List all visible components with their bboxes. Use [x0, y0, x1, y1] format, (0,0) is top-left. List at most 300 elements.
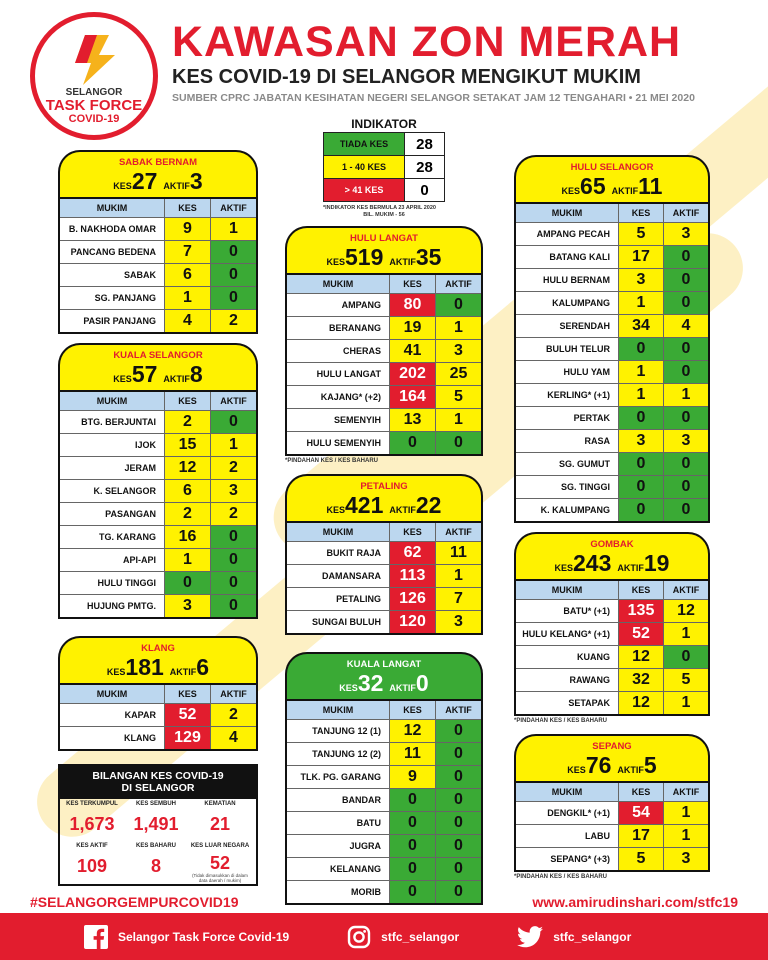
mukim-aktif: 0 [663, 499, 708, 521]
mukim-kes: 0 [618, 499, 663, 521]
table-row [287, 587, 481, 610]
mukim-kes: 1 [164, 287, 210, 309]
mukim-kes: 13 [389, 409, 435, 431]
mukim-name: KALUMPANG [552, 298, 610, 308]
mukim-kes: 32 [618, 669, 663, 691]
mukim-name: SEPANG* (+3) [550, 854, 610, 864]
mukim-table [58, 390, 258, 619]
kes-label: KES [561, 186, 581, 196]
district-stats [287, 493, 481, 522]
district-card-gombak [514, 532, 710, 724]
mukim-aktif: 1 [210, 218, 256, 240]
mukim-name: KUANG [577, 652, 610, 662]
mukim-table-header [287, 521, 481, 541]
pindahan-note: *PINDAHAN KES / KES BAHARU [514, 874, 608, 880]
mukim-aktif: 0 [435, 766, 481, 788]
mukim-aktif: 3 [210, 480, 256, 502]
mukim-aktif: 0 [663, 338, 708, 360]
mukim-name: B. NAKHODA OMAR [68, 224, 156, 234]
mukim-aktif: 0 [210, 526, 256, 548]
mukim-aktif: 1 [210, 434, 256, 456]
bilangan-title-line2: DI SELANGOR [121, 782, 195, 794]
table-row [287, 719, 481, 742]
mukim-aktif: 3 [663, 430, 708, 452]
table-row [287, 431, 481, 454]
table-row [516, 645, 708, 668]
kes-label: KES [106, 667, 126, 677]
mukim-name: PETALING [336, 594, 381, 604]
page-title: KAWASAN ZON MERAH [172, 18, 682, 66]
mukim-table-header [60, 390, 256, 410]
mukim-kes: 0 [389, 789, 435, 811]
mukim-aktif: 0 [210, 549, 256, 571]
district-card-petaling [285, 474, 483, 635]
indikator-legend [323, 117, 445, 219]
table-row [516, 599, 708, 622]
kes-label: KES [326, 257, 346, 267]
mukim-kes: 1 [618, 361, 663, 383]
table-row [60, 525, 256, 548]
district-total-kes: 421 [345, 492, 384, 518]
mukim-table-header [516, 781, 708, 801]
district-card-sabak-bernam [58, 150, 258, 334]
twitter-handle: stfc_selangor [553, 929, 632, 944]
district-total-kes: 181 [125, 654, 164, 680]
mukim-aktif: 0 [210, 572, 256, 594]
district-total-aktif: 6 [196, 654, 210, 680]
table-row [60, 217, 256, 240]
table-row [60, 703, 256, 726]
indikator-count: 0 [404, 179, 444, 201]
indikator-row-none [323, 132, 445, 156]
mukim-kes: 9 [389, 766, 435, 788]
table-row [287, 316, 481, 339]
mukim-aktif: 12 [663, 600, 708, 622]
table-row [516, 360, 708, 383]
mukim-name: JUGRA [349, 841, 381, 851]
mukim-name: SETAPAK [568, 698, 610, 708]
table-row [516, 406, 708, 429]
mukim-aktif: 0 [210, 287, 256, 309]
mukim-name: TANJUNG 12 (2) [312, 749, 381, 759]
table-row [516, 337, 708, 360]
table-row [516, 801, 708, 824]
mukim-kes: 12 [389, 720, 435, 742]
mukim-table-header [287, 273, 481, 293]
district-header [285, 226, 483, 273]
mukim-name: HULU SEMENYIH [306, 438, 381, 448]
table-row [287, 408, 481, 431]
mukim-aktif: 1 [663, 692, 708, 714]
mukim-name: SUNGAI BULUH [312, 617, 381, 627]
mukim-aktif: 11 [435, 542, 481, 564]
mukim-aktif: 0 [435, 812, 481, 834]
mukim-aktif: 0 [663, 453, 708, 475]
district-total-aktif: 0 [415, 670, 429, 696]
district-header [514, 734, 710, 781]
mukim-name: CHERAS [342, 346, 381, 356]
twitter-link[interactable] [517, 926, 631, 948]
mukim-kes: 52 [618, 623, 663, 645]
mukim-aktif: 1 [663, 384, 708, 406]
mukim-name: MORIB [351, 887, 381, 897]
stat-label: KES SEMBUH [135, 801, 176, 807]
mukim-aktif: 3 [435, 340, 481, 362]
mukim-kes: 129 [164, 727, 210, 749]
indikator-note: *INDIKATOR KES BERMULA 23 APRIL 2020 [323, 205, 436, 211]
district-name: HULU SELANGOR [570, 162, 654, 173]
district-total-kes: 519 [345, 244, 384, 270]
table-row [60, 456, 256, 479]
mukim-name: SG. TINGGI [560, 482, 610, 492]
mukim-aktif: 0 [663, 246, 708, 268]
mukim-aktif: 1 [435, 317, 481, 339]
social-footer [0, 913, 768, 960]
col-aktif: AKTIF [210, 685, 256, 703]
stat-label: KES AKTIF [76, 843, 108, 849]
mukim-aktif: 1 [663, 623, 708, 645]
col-kes: KES [389, 701, 435, 719]
table-row [516, 452, 708, 475]
district-card-kuala-selangor [58, 343, 258, 619]
mukim-name: TG. KARANG [99, 532, 156, 542]
mukim-aktif: 0 [663, 269, 708, 291]
indikator-label: TIADA KES [324, 133, 404, 155]
mukim-aktif: 0 [210, 241, 256, 263]
district-card-hulu-selangor [514, 155, 710, 523]
col-aktif: AKTIF [663, 581, 708, 599]
district-name: SEPANG [592, 741, 632, 752]
mukim-name: JERAM [124, 463, 156, 473]
mukim-aktif: 5 [663, 669, 708, 691]
district-stats [60, 655, 256, 684]
mukim-name: BANDAR [342, 795, 381, 805]
pindahan-note: *PINDAHAN KES / KES BAHARU [514, 718, 608, 724]
stat-value: 1,491 [133, 814, 179, 834]
mukim-name: RASA [584, 436, 610, 446]
stat-value: 1,673 [69, 814, 115, 834]
mukim-name: KLANG [124, 733, 156, 743]
table-row [60, 286, 256, 309]
district-total-aktif: 22 [415, 492, 442, 518]
mukim-kes: 16 [164, 526, 210, 548]
mukim-aktif: 4 [663, 315, 708, 337]
mukim-name: BATU [356, 818, 381, 828]
facebook-icon [84, 925, 108, 949]
mukim-name: KAJANG* (+2) [320, 392, 381, 402]
mukim-kes: 12 [164, 457, 210, 479]
table-row [516, 291, 708, 314]
mukim-aktif: 1 [663, 825, 708, 847]
indikator-label: > 41 KES [324, 179, 404, 201]
mukim-name: SG. GUMUT [559, 459, 610, 469]
instagram-handle: stfc_selangor [381, 929, 460, 944]
col-aktif: AKTIF [663, 204, 708, 222]
mukim-name: SERENDAH [559, 321, 610, 331]
mukim-kes: 19 [389, 317, 435, 339]
mukim-table [514, 781, 710, 872]
table-row [60, 479, 256, 502]
stat-kematian [188, 799, 252, 841]
district-total-kes: 57 [131, 361, 158, 387]
col-kes: KES [389, 523, 435, 541]
mukim-table [514, 202, 710, 523]
mukim-kes: 0 [389, 812, 435, 834]
mukim-kes: 0 [618, 338, 663, 360]
col-mukim: MUKIM [551, 787, 583, 797]
district-name: HULU LANGAT [350, 233, 418, 244]
aktif-label: AKTIF [617, 765, 644, 775]
mukim-kes: 17 [618, 246, 663, 268]
lightning-bolt-icon [71, 33, 117, 87]
mukim-name: SABAK [123, 270, 156, 280]
mukim-aktif: 0 [663, 407, 708, 429]
mukim-kes: 1 [618, 292, 663, 314]
indikator-row-low [323, 155, 445, 179]
mukim-table [514, 579, 710, 716]
table-row [516, 847, 708, 870]
indikator-label: 1 - 40 KES [324, 156, 404, 178]
kes-label: KES [113, 181, 132, 191]
stat-kes-sembuh [124, 799, 188, 841]
kes-label: KES [339, 683, 358, 693]
col-kes: KES [164, 392, 210, 410]
table-row [60, 548, 256, 571]
mukim-kes: 12 [618, 646, 663, 668]
aktif-label: AKTIF [389, 505, 416, 515]
indikator-count: 28 [404, 156, 444, 178]
stat-subnote: (Tidak dimasukkan di dalam data daerah / mukim) [192, 873, 248, 883]
district-card-kuala-langat [285, 652, 483, 905]
logo-text-covid: COVID-19 [68, 113, 120, 125]
mukim-aktif: 2 [210, 310, 256, 332]
mukim-table-header [516, 579, 708, 599]
mukim-aktif: 0 [435, 858, 481, 880]
district-stats [516, 753, 708, 782]
aktif-label: AKTIF [163, 181, 190, 191]
mukim-kes: 7 [164, 241, 210, 263]
table-row [516, 268, 708, 291]
mukim-name: PERTAK [573, 413, 610, 423]
table-row [516, 222, 708, 245]
district-name: KLANG [141, 643, 175, 654]
district-header [285, 652, 483, 699]
district-stats [287, 671, 481, 700]
mukim-table [285, 521, 483, 635]
mukim-kes: 12 [618, 692, 663, 714]
table-row [516, 691, 708, 714]
col-mukim: MUKIM [96, 396, 128, 406]
mukim-name: HULU KELANG* (+1) [522, 629, 610, 639]
mukim-aktif: 1 [435, 409, 481, 431]
district-header [285, 474, 483, 521]
district-card-hulu-langat [285, 226, 483, 464]
table-row [287, 742, 481, 765]
mukim-name: PASANGAN [105, 509, 156, 519]
col-aktif: AKTIF [210, 392, 256, 410]
mukim-kes: 0 [389, 432, 435, 454]
page-subtitle: KES COVID-19 DI SELANGOR MENGIKUT MUKIM [172, 66, 641, 88]
mukim-aktif: 0 [435, 294, 481, 316]
mukim-aktif: 3 [435, 611, 481, 633]
aktif-label: AKTIF [389, 257, 416, 267]
mukim-kes: 9 [164, 218, 210, 240]
col-aktif: AKTIF [435, 275, 481, 293]
mukim-aktif: 0 [210, 264, 256, 286]
mukim-kes: 6 [164, 264, 210, 286]
mukim-kes: 41 [389, 340, 435, 362]
pindahan-note: *PINDAHAN KES / KES BAHARU [285, 458, 379, 464]
col-mukim: MUKIM [96, 203, 128, 213]
mukim-name: API-API [122, 555, 156, 565]
col-aktif: AKTIF [435, 701, 481, 719]
mukim-name: HULU YAM [563, 367, 610, 377]
mukim-kes: 3 [618, 430, 663, 452]
district-total-aktif: 19 [643, 550, 670, 576]
stat-label: KES LUAR NEGARA [190, 843, 250, 849]
table-row [60, 571, 256, 594]
mukim-kes: 0 [389, 858, 435, 880]
stat-kes-luar-negara [188, 841, 252, 883]
table-row [287, 339, 481, 362]
mukim-kes: 80 [389, 294, 435, 316]
mukim-table [285, 699, 483, 905]
district-stats [287, 245, 481, 274]
mukim-kes: 5 [618, 223, 663, 245]
table-row [60, 240, 256, 263]
mukim-aktif: 0 [663, 292, 708, 314]
mukim-name: BUKIT RAJA [326, 548, 381, 558]
table-row [287, 293, 481, 316]
kes-label: KES [554, 563, 574, 573]
mukim-kes: 52 [164, 704, 210, 726]
mukim-name: BULUH TELUR [546, 344, 610, 354]
bilangan-grid [60, 799, 256, 883]
kes-label: KES [113, 374, 132, 384]
mukim-kes: 135 [618, 600, 663, 622]
bilangan-summary-box [58, 764, 258, 886]
col-mukim: MUKIM [551, 585, 583, 595]
mukim-aktif: 25 [435, 363, 481, 385]
mukim-aktif: 1 [435, 565, 481, 587]
col-mukim: MUKIM [322, 705, 354, 715]
mukim-name: HULU TINGGI [97, 578, 156, 588]
col-mukim: MUKIM [322, 279, 354, 289]
district-name: SABAK BERNAM [118, 157, 198, 168]
stat-value: 109 [76, 856, 108, 876]
website-link[interactable]: www.amirudinshari.com/stfc19 [532, 894, 738, 910]
mukim-name: BERANANG [328, 323, 381, 333]
mukim-name: SEMENYIH [333, 415, 381, 425]
district-total-aktif: 3 [189, 168, 203, 194]
col-kes: KES [164, 685, 210, 703]
table-row [287, 834, 481, 857]
col-mukim: MUKIM [96, 689, 128, 699]
table-row [60, 502, 256, 525]
mukim-aktif: 0 [435, 881, 481, 903]
mukim-kes: 126 [389, 588, 435, 610]
mukim-name: BATU* (+1) [563, 606, 610, 616]
stat-label: KEMATIAN [204, 801, 236, 807]
district-header [58, 150, 258, 197]
mukim-kes: 6 [164, 480, 210, 502]
table-row [516, 475, 708, 498]
facebook-link[interactable] [84, 925, 289, 949]
mukim-aktif: 1 [663, 802, 708, 824]
table-row [516, 383, 708, 406]
mukim-aktif: 3 [663, 848, 708, 870]
logo-text-taskforce: TASK FORCE [45, 97, 143, 114]
mukim-aktif: 0 [210, 411, 256, 433]
instagram-icon [347, 925, 371, 949]
district-total-kes: 65 [580, 173, 606, 199]
mukim-aktif: 2 [210, 503, 256, 525]
aktif-label: AKTIF [611, 186, 639, 196]
table-row [516, 622, 708, 645]
table-row [60, 309, 256, 332]
mukim-aktif: 0 [435, 743, 481, 765]
mukim-kes: 0 [618, 407, 663, 429]
mukim-aktif: 0 [663, 476, 708, 498]
table-row [287, 765, 481, 788]
mukim-aktif: 0 [435, 432, 481, 454]
table-row [287, 811, 481, 834]
mukim-kes: 0 [618, 453, 663, 475]
kes-label: KES [567, 765, 586, 775]
col-kes: KES [164, 199, 210, 217]
mukim-name: DENGKIL* (+1) [547, 808, 610, 818]
stat-kes-baharu [124, 841, 188, 883]
table-row [287, 362, 481, 385]
col-aktif: AKTIF [435, 523, 481, 541]
stat-kes-terkumpul [60, 799, 124, 841]
mukim-aktif: 5 [435, 386, 481, 408]
district-header [514, 532, 710, 579]
mukim-kes: 0 [389, 835, 435, 857]
indikator-row-high [323, 178, 445, 202]
mukim-kes: 5 [618, 848, 663, 870]
district-total-kes: 32 [357, 670, 384, 696]
mukim-name: TANJUNG 12 (1) [312, 726, 381, 736]
district-stats [60, 362, 256, 391]
twitter-icon [517, 926, 543, 948]
col-aktif: AKTIF [210, 199, 256, 217]
district-stats [516, 551, 708, 580]
table-row [60, 433, 256, 456]
district-stats [516, 174, 708, 203]
mukim-kes: 1 [618, 384, 663, 406]
district-name: KUALA LANGAT [346, 659, 422, 670]
mukim-name: HUJUNG PMTG. [86, 601, 156, 611]
table-row [287, 788, 481, 811]
col-kes: KES [389, 275, 435, 293]
instagram-link[interactable] [347, 925, 459, 949]
mukim-kes: 54 [618, 802, 663, 824]
stat-value: 21 [209, 814, 231, 834]
district-card-klang [58, 636, 258, 751]
mukim-name: PASIR PANJANG [83, 316, 156, 326]
indikator-title: INDIKATOR [351, 117, 417, 131]
mukim-aktif: 0 [663, 646, 708, 668]
mukim-name: HULU BERNAM [543, 275, 610, 285]
aktif-label: AKTIF [169, 667, 197, 677]
mukim-name: SG. PANJANG [94, 293, 156, 303]
district-total-kes: 243 [573, 550, 612, 576]
table-row [516, 429, 708, 452]
mukim-kes: 0 [389, 881, 435, 903]
mukim-kes: 120 [389, 611, 435, 633]
table-row [287, 385, 481, 408]
